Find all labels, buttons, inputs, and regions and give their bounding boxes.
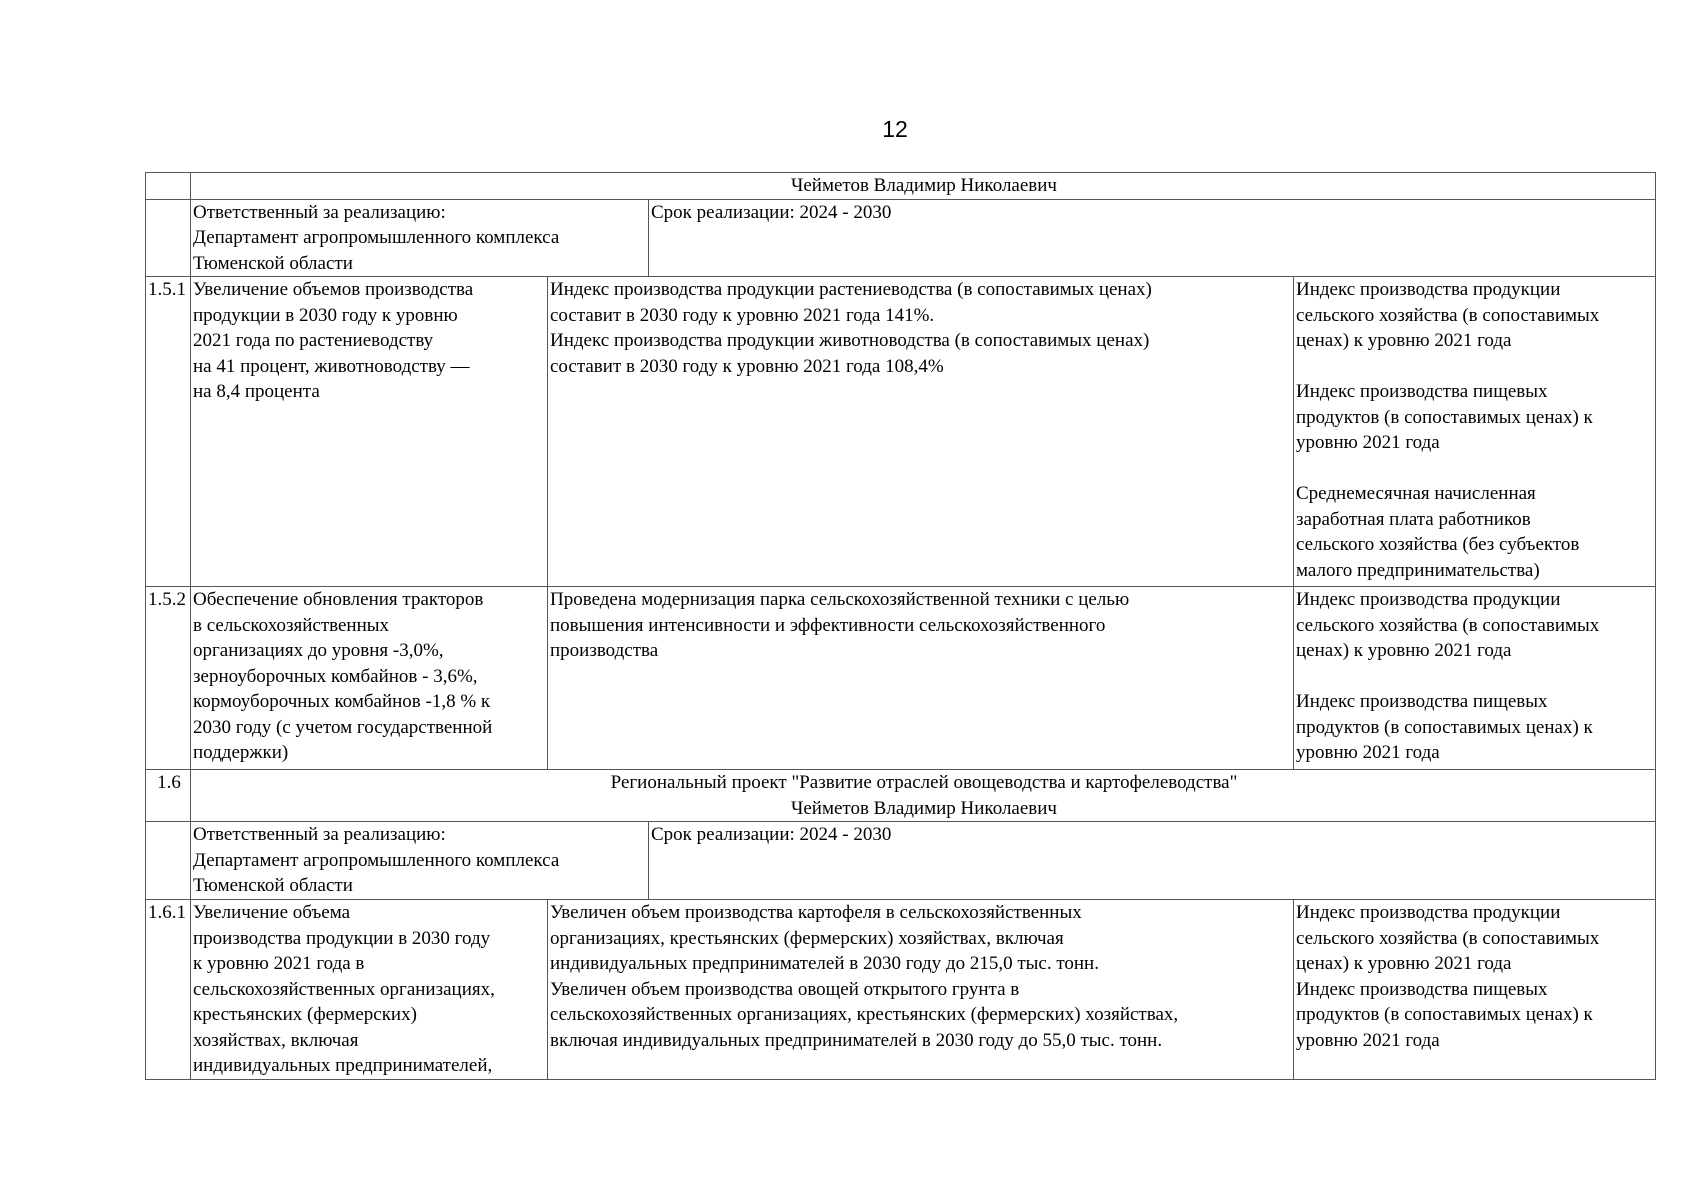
result-cell — [548, 587, 1294, 770]
indicator-line: Индекс производства продукции — [1296, 902, 1561, 923]
row-number-cell — [146, 173, 191, 200]
project-head-line: Чейметов Владимир Николаевич — [791, 175, 1057, 196]
row-number-cell — [146, 199, 191, 277]
indicator-line: Индекс производства пищевых — [1296, 691, 1548, 712]
term-cell — [649, 822, 1656, 900]
result-line: Увеличен объем производства овощей открытого грунта в — [550, 978, 1020, 1000]
task-line: кормоуборочных комбайнов -1,8 % к — [193, 691, 491, 712]
row-number-cell — [146, 822, 191, 900]
result-line: Индекс производства продукции животноводства (в сопоставимых ценах) — [550, 330, 1150, 351]
result-cell — [548, 277, 1294, 587]
result-line: составит в 2030 году к уровню 2021 года 141%. — [550, 304, 935, 326]
indicator-line: Индекс производства продукции — [1296, 589, 1561, 610]
responsible-line: Департамент агропромышленного комплекса — [193, 849, 560, 871]
task-line: поддержки) — [193, 742, 289, 763]
task-cell — [191, 587, 548, 770]
table-row-1-5-2 — [146, 587, 1656, 770]
indicator-line: ценах) к уровню 2021 года — [1296, 640, 1512, 661]
task-line: 2021 года по растениеводству — [193, 330, 434, 351]
responsible-line: Ответственный за реализацию: — [193, 824, 446, 845]
spacer — [1296, 664, 1655, 690]
page-number: 12 — [882, 116, 908, 142]
task-line: Увеличение объема — [193, 902, 351, 923]
indicator-line: ценах) к уровню 2021 года — [1296, 953, 1512, 974]
indicator-cell — [1294, 587, 1656, 770]
indicator-cell — [1294, 277, 1656, 587]
task-line: индивидуальных предпринимателей, — [193, 1055, 493, 1076]
indicator-line: сельского хозяйства (без субъектов — [1296, 534, 1580, 555]
task-line: сельскохозяйственных организациях, — [193, 978, 495, 1000]
task-line: продукции в 2030 году к уровню — [193, 304, 458, 326]
document-table — [145, 172, 1656, 1080]
row-number-cell: 1.5.2 — [146, 587, 191, 770]
row-number-cell: 1.6.1 — [146, 900, 191, 1080]
responsible-line: Департамент агропромышленного комплекса — [193, 227, 560, 248]
task-line: зерноуборочных комбайнов - 3,6%, — [193, 665, 478, 687]
indicator-line: заработная плата работников — [1296, 508, 1531, 530]
indicator-line: сельского хозяйства (в сопоставимых — [1296, 304, 1600, 326]
indicator-line: уровню 2021 года — [1296, 742, 1440, 763]
responsible-cell — [191, 822, 649, 900]
table-row-1-6-1 — [146, 900, 1656, 1080]
result-line: сельскохозяйственных организациях, крестьянских (фермерских) хозяйствах, — [550, 1004, 1179, 1025]
task-line: крестьянских (фермерских) — [193, 1004, 417, 1025]
project-head-cell — [191, 173, 1656, 200]
indicator-line: сельского хозяйства (в сопоставимых — [1296, 614, 1600, 636]
task-cell — [191, 277, 548, 587]
result-line: включая индивидуальных предпринимателей в 2030 году до 55,0 тыс. тонн. — [550, 1029, 1163, 1051]
indicator-line: продуктов (в сопоставимых ценах) к — [1296, 406, 1593, 428]
result-line: индивидуальных предпринимателей в 2030 году до 215,0 тыс. тонн. — [550, 953, 1099, 974]
table-row-project-head — [146, 173, 1656, 200]
responsible-cell — [191, 199, 649, 277]
result-line: Проведена модернизация парка сельскохозяйственной техники с целью — [550, 589, 1130, 610]
responsible-line: Тюменской области — [193, 252, 353, 274]
task-line: Увеличение объемов производства — [193, 279, 474, 300]
task-line: организациях до уровня -3,0%, — [193, 640, 444, 661]
term-cell — [649, 199, 1656, 277]
result-cell — [548, 900, 1294, 1080]
task-line: на 41 процент, животноводству — — [193, 355, 470, 377]
indicator-line: ценах) к уровню 2021 года — [1296, 330, 1512, 351]
indicator-line: уровню 2021 года — [1296, 432, 1440, 453]
row-number-cell: 1.5.1 — [146, 277, 191, 587]
result-line: производства — [550, 640, 659, 661]
responsible-line: Ответственный за реализацию: — [193, 201, 446, 223]
table-row-1-5-1 — [146, 277, 1656, 587]
result-line: повышения интенсивности и эффективности сельскохозяйственного — [550, 614, 1106, 636]
term-text: Срок реализации: 2024 - 2030 — [651, 201, 892, 223]
indicator-line: продуктов (в сопоставимых ценах) к — [1296, 716, 1593, 738]
task-line: производства продукции в 2030 году — [193, 927, 491, 949]
project-head-line: Чейметов Владимир Николаевич — [791, 797, 1057, 819]
indicator-line: Среднемесячная начисленная — [1296, 483, 1536, 504]
task-line: на 8,4 процента — [193, 381, 320, 402]
result-line: организациях, крестьянских (фермерских) хозяйствах, включая — [550, 927, 1064, 949]
spacer — [1296, 354, 1655, 380]
indicator-line: сельского хозяйства (в сопоставимых — [1296, 927, 1600, 949]
task-line: 2030 году (с учетом государственной — [193, 716, 493, 738]
indicator-cell — [1294, 900, 1656, 1080]
result-line: Увеличен объем производства картофеля в сельскохозяйственных — [550, 902, 1082, 923]
result-line: Индекс производства продукции растениеводства (в сопоставимых ценах) — [550, 279, 1152, 300]
project-title: Региональный проект "Развитие отраслей овощеводства и картофелеводства" — [610, 772, 1238, 793]
term-text: Срок реализации: 2024 - 2030 — [651, 824, 892, 845]
task-line: Обеспечение обновления тракторов — [193, 589, 484, 610]
task-line: хозяйствах, включая — [193, 1029, 359, 1051]
indicator-line: Индекс производства продукции — [1296, 279, 1561, 300]
row-number-cell: 1.6 — [146, 770, 191, 822]
responsible-line: Тюменской области — [193, 875, 353, 896]
table-row-1-6 — [146, 770, 1656, 822]
task-line: к уровню 2021 года в — [193, 953, 365, 974]
indicator-line: уровню 2021 года — [1296, 1029, 1440, 1051]
project-head-cell — [191, 770, 1656, 822]
table-row-responsible — [146, 822, 1656, 900]
task-line: в сельскохозяйственных — [193, 614, 390, 636]
indicator-line: продуктов (в сопоставимых ценах) к — [1296, 1004, 1593, 1025]
indicator-line: Индекс производства пищевых — [1296, 978, 1548, 1000]
indicator-line: малого предпринимательства) — [1296, 559, 1540, 581]
spacer — [1296, 456, 1655, 482]
indicator-line: Индекс производства пищевых — [1296, 381, 1548, 402]
table-row-responsible — [146, 199, 1656, 277]
result-line: составит в 2030 году к уровню 2021 года 108,4% — [550, 355, 944, 377]
task-cell — [191, 900, 548, 1080]
